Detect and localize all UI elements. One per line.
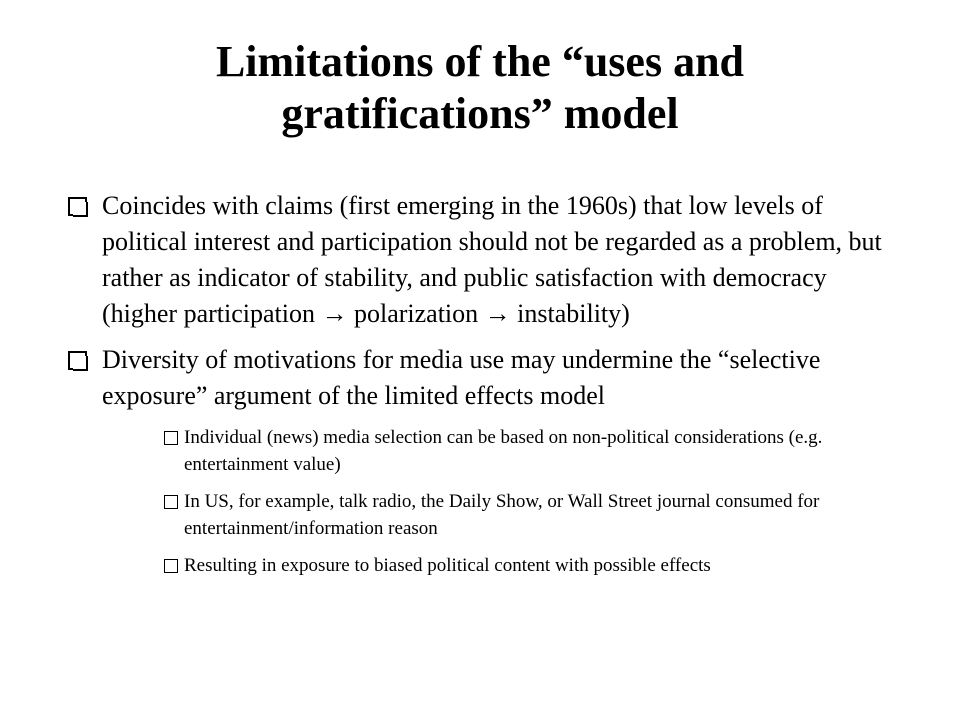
checkbox-square-icon xyxy=(164,495,178,509)
sub-bullet-list xyxy=(68,424,908,579)
slide-title xyxy=(60,36,900,140)
bullet-item xyxy=(68,342,908,414)
checkbox-square-icon xyxy=(164,431,178,445)
checkbox-square-icon xyxy=(164,559,178,573)
bullet-list xyxy=(68,188,908,589)
checkbox-square-icon xyxy=(68,351,87,370)
bullet-text: Coincides with claims (first emerging in the 1960s) that low levels of political interest and participation should not be regarded as a problem, but rather as indicator of stability, and public satisfaction with democracy (higher participation → polarization → instability) xyxy=(102,191,882,328)
slide-title-line-2: gratifications” model xyxy=(281,89,679,138)
bullet-text: Diversity of motivations for media use may undermine the “selective exposure” argument of the limited effects model xyxy=(102,345,821,410)
sub-bullet-text: Resulting in exposure to biased political content with possible effects xyxy=(184,555,711,576)
sub-bullet-text: In US, for example, talk radio, the Daily Show, or Wall Street journal consumed for entertainment/information reason xyxy=(184,491,820,539)
sub-bullet-item xyxy=(164,424,908,478)
sub-bullet-group xyxy=(68,424,908,579)
bullet-item xyxy=(68,188,908,332)
sub-bullet-item xyxy=(164,552,908,579)
checkbox-square-icon xyxy=(68,197,87,216)
slide-title-line-1: Limitations of the “uses and xyxy=(215,37,745,86)
sub-bullet-item xyxy=(164,488,908,542)
sub-bullet-text: Individual (news) media selection can be based on non-political considerations (e.g. entertainment value) xyxy=(184,427,823,475)
